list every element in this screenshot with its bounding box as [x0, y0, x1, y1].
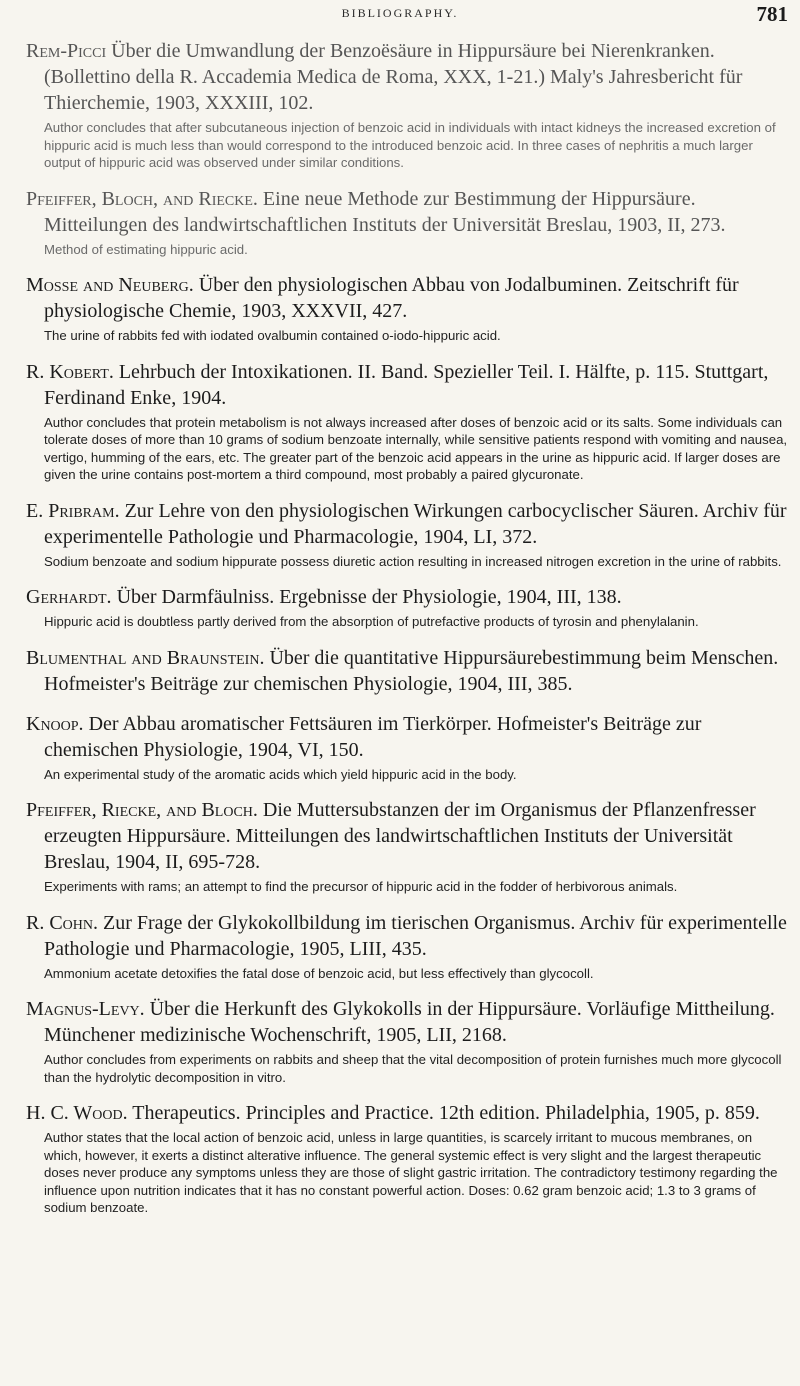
entry-citation: Zur Lehre von den physiologischen Wirkungen carbocyclischer Säuren. Archiv für experimentelle Pathologie und Pharmacologie, 1904, LI, 372. — [44, 499, 787, 548]
bibliography-entry — [26, 38, 792, 172]
bibliography-entry — [26, 1100, 792, 1217]
entry-author: Mosse and Neuberg. — [26, 274, 194, 296]
running-title: BIBLIOGRAPHY. — [341, 6, 459, 20]
entry-annotation: The urine of rabbits fed with iodated ovalbumin contained o-iodo-hippuric acid. — [44, 328, 501, 343]
entry-author: Blumenthal and Braunstein. — [26, 646, 265, 669]
entry-author: Knoop. — [26, 712, 84, 735]
entry-annotation: Sodium benzoate and sodium hippurate possess diuretic action resulting in increased nitrogen excretion in the urine of rabbits. — [44, 553, 782, 569]
entry-citation: Lehrbuch der Intoxikationen. II. Band. Spezieller Teil. I. Hälfte, p. 115. Stuttgart, Ferdinand Enke, 1904. — [44, 360, 769, 409]
bibliography-entry — [26, 498, 792, 571]
entry-citation: Über den physiologischen Abbau von Jodalbuminen. Zeitschrift für physiologische Chemie, 1903, XXXVII, 427. — [44, 274, 739, 322]
entry-author: Rem-Picci — [26, 40, 107, 62]
entry-citation: Über die Herkunft des Glykokolls in der Hippursäure. Vorläufige Mittheilung. Münchener medizinische Wochenschrift, 1905, LII, 2168. — [44, 998, 775, 1046]
entry-citation: Die Muttersubstanzen der im Organismus der Pflanzenfresser erzeugten Hippursäure. Mitteilungen des landwirtschaftlichen Instituts der Universität Breslau, 1904, II, 695-728. — [44, 799, 756, 873]
bibliography-entry — [26, 711, 792, 784]
entry-annotation: An experimental study of the aromatic acids which yield hippuric acid in the body. — [44, 766, 517, 782]
entry-citation: Über die Umwandlung der Benzoësäure in Hippursäure bei Nierenkranken. (Bollettino della R. Accademia Medica de Roma, XXX, 1-21.) Maly's Jahresbericht für Thierchemie, 1903, XXXIII, 102. — [44, 40, 743, 114]
entry-annotation: Ammonium acetate detoxifies the fatal dose of benzoic acid, but less effectively than glycocoll. — [44, 965, 594, 981]
bibliography-entry — [26, 797, 792, 896]
entry-author: Magnus-Levy. — [26, 998, 145, 1020]
entry-author: R. Cohn. — [26, 911, 99, 934]
entry-author: H. C. Wood. — [26, 1102, 128, 1124]
entry-author: R. Kobert. — [26, 360, 114, 383]
entry-annotation: Author states that the local action of benzoic acid, unless in large quantities, is scarcely irritant to mucous membranes, on which, however, it exerts a distinct alterative influence. The general systemic effect is very slight and the largest therapeutic doses never produce any symptoms unless they are those of slight gastric irritation. The contradictory testimony regarding the influence upon nutrition indicates that it has no constant powerful action. Doses: 0.62 gram benzoic acid; 1.3 to 3 grams of sodium benzoate. — [44, 1130, 778, 1215]
bibliography-entry — [26, 996, 792, 1086]
bibliography-entry — [26, 186, 792, 259]
entry-author: Gerhardt. — [26, 586, 112, 608]
bibliography-entry — [26, 272, 792, 345]
entry-citation: Zur Frage der Glykokollbildung im tierischen Organismus. Archiv für experimentelle Pathologie und Pharmacologie, 1905, LIII, 435. — [44, 911, 787, 960]
bibliography-entry — [26, 359, 792, 484]
entry-author: Pfeiffer, Riecke, and Bloch. — [26, 799, 258, 821]
entry-annotation: Author concludes that after subcutaneous injection of benzoic acid in individuals with intact kidneys the increased excretion of hippuric acid is much less than would correspond to the introduced benzoic acid. In three cases of nephritis a much larger output of hippuric acid was observed under similar conditions. — [44, 120, 776, 170]
bibliography-list — [26, 38, 792, 1231]
entry-citation: Therapeutics. Principles and Practice. 12th edition. Philadelphia, 1905, p. 859. — [132, 1102, 760, 1124]
entry-annotation: Experiments with rams; an attempt to find the precursor of hippuric acid in the fodder of herbivorous animals. — [44, 879, 678, 894]
bibliography-entry — [26, 584, 792, 631]
entry-citation: Eine neue Methode zur Bestimmung der Hippursäure. Mitteilungen des landwirtschaftlichen Instituts der Universität Breslau, 1903, II, 273. — [44, 187, 726, 236]
bibliography-entry — [26, 910, 792, 983]
entry-citation: Über Darmfäulniss. Ergebnisse der Physiologie, 1904, III, 138. — [116, 586, 622, 608]
entry-annotation: Author concludes from experiments on rabbits and sheep that the vital decomposition of protein furnishes much more glycocoll than the hydrolytic decomposition in vitro. — [44, 1052, 782, 1085]
entry-author: E. Pribram. — [26, 499, 120, 522]
entry-annotation: Author concludes that protein metabolism is not always increased after doses of benzoic acid or its salts. Some individuals can tolerate doses of more than 10 grams of sodium benzoate internally, while sensitive patients respond with vomiting and nausea, vertigo, humming of the ears, etc. The greater part of the benzoic acid appears in the urine as hippuric acid. If larger doses are given the urine contains post-mortem a third compound, most probably a paired glycuronate. — [44, 414, 788, 482]
entry-annotation: Method of estimating hippuric acid. — [44, 241, 248, 257]
entry-annotation: Hippuric acid is doubtless partly derived from the absorption of putrefactive products of tyrosin and phenylalanin. — [44, 614, 699, 629]
page-number: 781 — [756, 2, 788, 26]
bibliography-entry — [26, 645, 792, 697]
entry-citation: Über die quantitative Hippursäurebestimmung beim Menschen. Hofmeister's Beiträge zur chemischen Physiologie, 1904, III, 385. — [44, 646, 779, 695]
entry-citation: Der Abbau aromatischer Fettsäuren im Tierkörper. Hofmeister's Beiträge zur chemischen Physiologie, 1904, VI, 150. — [44, 712, 702, 761]
entry-author: Pfeiffer, Bloch, and Riecke. — [26, 187, 258, 210]
